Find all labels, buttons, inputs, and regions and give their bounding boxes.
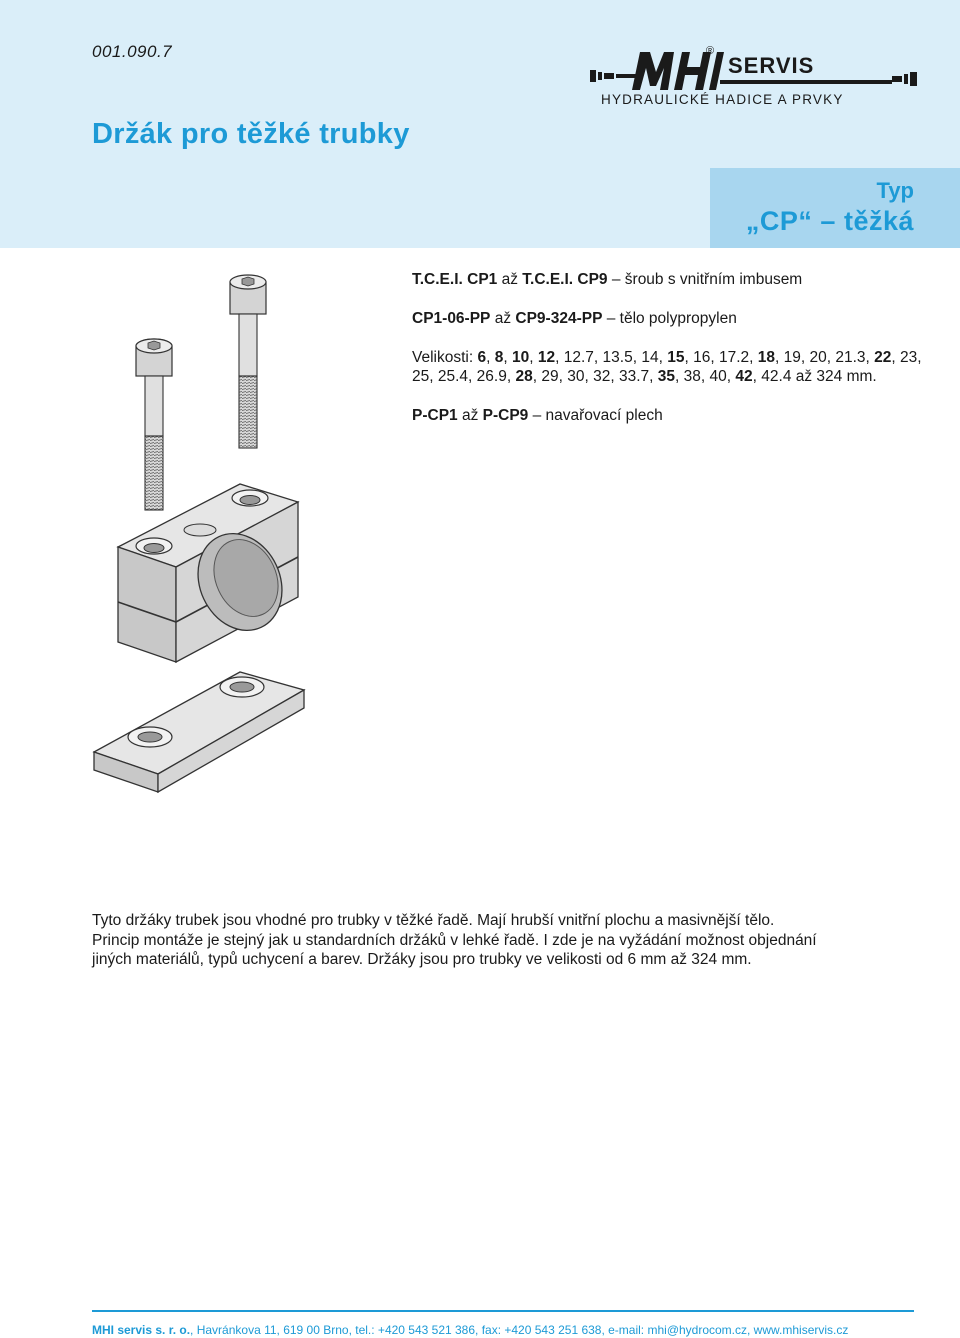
size-value: 17.2 [718, 349, 750, 366]
description-line-1: Tyto držáky trubek jsou vhodné pro trubky v těžké řadě. Mají hrubší vnitřní plochu a masivnější tělo. [92, 912, 775, 929]
size-separator: , [429, 368, 438, 385]
size-value: 20 [809, 349, 827, 366]
size-value: 38 [683, 368, 701, 385]
description-line-3: jiných materiálů, typů uchycení a barev. Držáky jsou pro trubky ve velikosti od 6 mm až 324 mm. [92, 951, 752, 968]
size-separator: , [752, 368, 762, 385]
hose-fitting-right-icon [892, 72, 917, 86]
size-separator: , [610, 368, 619, 385]
size-value: 23 [900, 349, 918, 366]
size-separator: , [710, 349, 719, 366]
weld-plate-icon [94, 672, 304, 792]
footer-company: MHI servis s. r. o. [92, 1323, 191, 1337]
spec-plate-sep: až [457, 407, 483, 424]
spec-plate [412, 406, 932, 425]
size-value: 42 [735, 368, 753, 385]
footer [92, 1323, 848, 1337]
description-line-2: Princip montáže je stejný jak u standardních držáků v lehké řadě. I zde je na vyžádání možnost objednání [92, 931, 817, 949]
size-value: 15 [667, 349, 685, 366]
size-separator: , [632, 349, 642, 366]
size-separator: , [749, 349, 758, 366]
size-separator: , [468, 368, 477, 385]
spec-plate-desc: – navařovací plech [528, 407, 663, 424]
spec-screw-sep: až [497, 271, 523, 288]
type-label: Typ [876, 178, 914, 203]
spec-screw-desc: – šroub s vnitřním imbusem [607, 271, 803, 288]
spec-body-sep: až [490, 310, 516, 327]
size-value: 14 [641, 349, 659, 366]
size-separator: , [675, 368, 684, 385]
logo-m-letter [632, 52, 674, 90]
size-value: 28 [515, 368, 533, 385]
size-value: 16 [693, 349, 711, 366]
size-separator: , [558, 368, 568, 385]
logo-servis-text: SERVIS [728, 53, 815, 78]
spec-body-to: CP9-324-PP [515, 310, 603, 327]
logo-registered: ® [706, 45, 715, 57]
hose-fitting-left-icon [590, 70, 636, 82]
size-separator: , [532, 368, 542, 385]
size-value: 10 [511, 349, 530, 366]
document-number: 001.090.7 [92, 42, 173, 61]
size-separator: , [503, 349, 512, 366]
size-separator: , [486, 349, 495, 366]
size-separator: , [506, 368, 516, 385]
size-value: 13.5 [602, 349, 633, 366]
page-title: Držák pro těžké trubky [92, 118, 410, 150]
size-separator: , [891, 349, 901, 366]
size-separator: , [800, 349, 810, 366]
spec-plate-to: P-CP9 [482, 407, 529, 424]
size-value: 18 [757, 349, 775, 366]
hex-screw-right-icon [230, 275, 266, 448]
spec-sizes [412, 348, 932, 386]
logo-i-letter [709, 52, 724, 90]
size-value: 25.4 [437, 368, 469, 385]
clamp-body-icon [118, 484, 298, 662]
size-value: 12 [537, 349, 556, 366]
spec-body-desc: – tělo polypropylen [602, 310, 737, 327]
size-separator: , [865, 349, 875, 366]
size-separator: , [917, 349, 922, 366]
specs-block [412, 270, 932, 445]
size-value: 21.3 [835, 349, 866, 366]
footer-divider [92, 1310, 914, 1312]
size-separator: , [826, 349, 836, 366]
spec-plate-from: P-CP1 [412, 407, 458, 424]
size-separator: , [684, 349, 694, 366]
description-block [92, 911, 922, 970]
size-separator: , [775, 349, 784, 366]
size-value: 22 [874, 349, 892, 366]
logo-tagline: HYDRAULICKÉ HADICE A PRVKY [601, 92, 844, 107]
size-value: 35 [657, 368, 676, 385]
spec-body [412, 309, 932, 328]
size-value: 25 [412, 368, 430, 385]
sizes-label: Velikosti: [412, 349, 478, 366]
size-separator: , [593, 349, 603, 366]
sizes-tail: až 324 mm. [791, 368, 877, 385]
size-separator: , [700, 368, 710, 385]
size-separator: , [649, 368, 658, 385]
spec-screw [412, 270, 932, 289]
size-separator: , [529, 349, 538, 366]
size-value: 42.4 [761, 368, 792, 385]
size-separator: , [584, 368, 594, 385]
size-separator: , [555, 349, 564, 366]
size-value: 33.7 [618, 368, 650, 385]
size-separator: , [726, 368, 736, 385]
pipe-clamp-assembly-icon [90, 262, 410, 822]
size-value: 26.9 [476, 368, 507, 385]
type-value: „CP“ – těžká [745, 206, 914, 236]
spec-body-from: CP1-06-PP [412, 310, 491, 327]
size-value: 19 [783, 349, 801, 366]
size-value: 12.7 [563, 349, 594, 366]
size-value: 6 [477, 349, 487, 366]
size-value: 32 [593, 368, 611, 385]
size-value: 8 [494, 349, 504, 366]
size-separator: , [658, 349, 668, 366]
size-value: 29 [541, 368, 559, 385]
size-value: 40 [709, 368, 727, 385]
spec-screw-from: T.C.E.I. CP1 [412, 271, 498, 288]
hex-screw-left-icon [136, 339, 172, 510]
size-value: 30 [567, 368, 585, 385]
footer-address: , Havránkova 11, 619 00 Brno, tel.: +420 543 521 386, fax: +420 543 251 638, e-mail: mhi@hydrocom.cz, www.mhiservis.cz [190, 1323, 849, 1337]
logo-h-letter [674, 52, 711, 90]
spec-screw-to: T.C.E.I. CP9 [522, 271, 608, 288]
